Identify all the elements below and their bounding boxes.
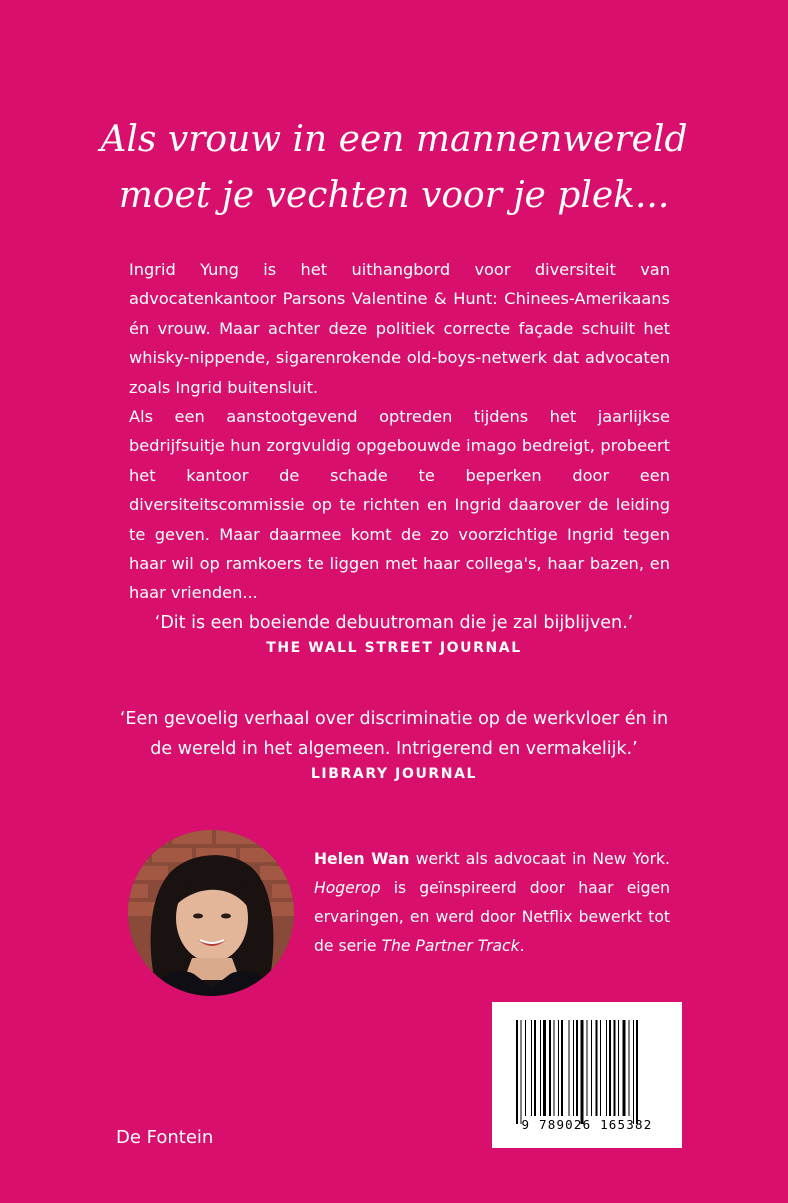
author-bio-text-1: werkt als advocaat in New York. [409, 850, 670, 868]
review-quote-source: THE WALL STREET JOURNAL [266, 640, 522, 656]
barcode-bar [614, 1020, 616, 1116]
barcode-bar [525, 1020, 526, 1116]
review-quote [110, 704, 678, 782]
author-bio-text-2: is geïnspireerd door haar eigen ervaringen, en werd door Netflix bewerkt tot de serie [314, 879, 670, 955]
barcode-bar [521, 1020, 522, 1124]
barcode-bar [516, 1020, 518, 1124]
barcode-bar [534, 1020, 536, 1116]
barcode-bar [576, 1020, 578, 1116]
author-bio [314, 845, 670, 961]
barcode-bar [540, 1020, 541, 1116]
blurb-paragraph-1: Ingrid Yung is het uithangbord voor diversiteit van advocatenkantoor Parsons Valentine & Hunt: Chinees-Amerikaans én vrouw. Maar achter deze politiek correcte façade schuilt het whisky-nippende, sigarenrokende old-boys-netwerk dat advocaten zoals Ingrid buitensluit. [129, 260, 670, 397]
blurb-paragraph-2: Als een aanstootgevend optreden tijdens het jaarlijkse bedrijfsuitje hun zorgvuldig opgebouwde imago bedreigt, probeert het kantoor de schade te beperken door een diversiteitscommissie op te richten en Ingrid daarover de leiding te geven. Maar daarmee komt de zo voorzichtige Ingrid tegen haar wil op ramkoers te liggen met haar collega's, haar bazen, en haar vrienden... [129, 407, 670, 603]
barcode-bar [600, 1020, 601, 1116]
barcode-bar [569, 1020, 570, 1116]
book-title: Hogerop [314, 879, 381, 897]
barcode-bar [558, 1020, 559, 1116]
barcode-bar [629, 1020, 630, 1116]
barcode-bar [581, 1020, 584, 1124]
barcode-bar [549, 1020, 551, 1116]
review-quote-text: ‘Een gevoelig verhaal over discriminatie op de werkvloer én in de wereld in het algemeen. Intrigerend en vermakelijk.’ [119, 709, 669, 759]
barcode-bar [561, 1020, 563, 1116]
author-bio-text-3: . [519, 937, 525, 955]
barcode-bar [636, 1020, 638, 1124]
isbn-barcode [492, 1002, 682, 1148]
barcode-bar [554, 1020, 555, 1116]
tagline [100, 112, 688, 224]
review-quote-text: ‘Dit is een boeiende debuutroman die je zal bijblijven.’ [154, 613, 634, 633]
tagline-line-2: moet je vechten voor je plek... [118, 175, 670, 216]
publisher-name: De Fontein [116, 1127, 214, 1148]
barcode-bar [623, 1020, 626, 1116]
barcode-bar [591, 1020, 592, 1116]
review-quote-source: LIBRARY JOURNAL [310, 766, 478, 782]
series-title: The Partner Track [381, 937, 520, 955]
barcode-bar [596, 1020, 598, 1116]
barcode-bar [609, 1020, 611, 1116]
blurb [129, 255, 670, 608]
barcode-bar [543, 1020, 546, 1116]
barcode-bar [531, 1020, 532, 1116]
barcode-bar [573, 1020, 574, 1116]
tagline-line-1: Als vrouw in een mannenwereld [100, 119, 688, 160]
barcode-bar [618, 1020, 619, 1116]
author-name: Helen Wan [314, 850, 410, 868]
review-quote [110, 608, 678, 656]
barcode-bar [606, 1020, 607, 1116]
barcode-bar [633, 1020, 634, 1124]
isbn-number: 9 789026 165382 [521, 1117, 653, 1132]
barcode-bar [587, 1020, 588, 1116]
author-photo [128, 830, 294, 996]
